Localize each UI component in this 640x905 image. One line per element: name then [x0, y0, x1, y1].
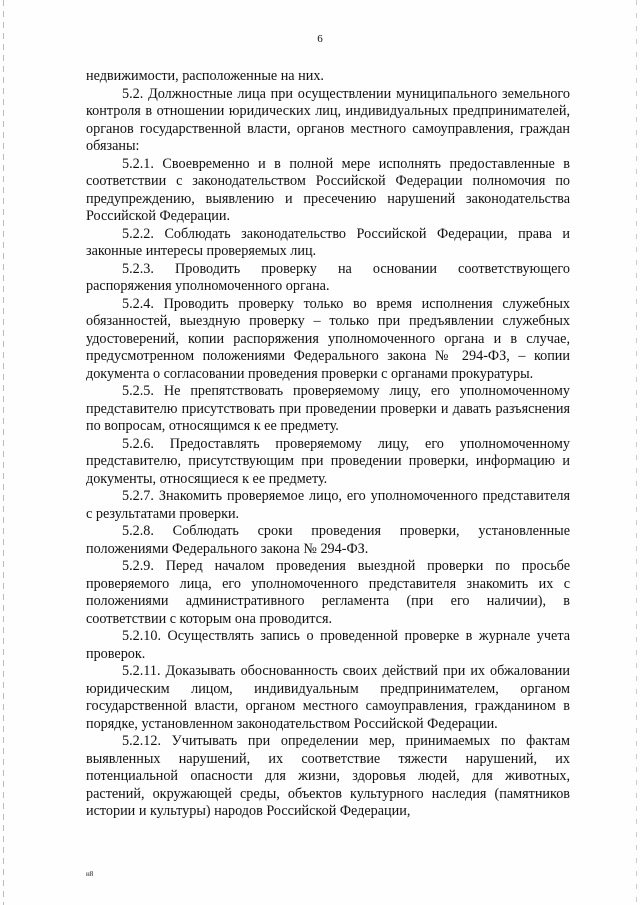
paragraph-5-2-6: 5.2.6. Предоставлять проверяемому лицу, его уполномоченному представителю, присутствующим при проведении проверки, информацию и документы, относящиеся к ее предмету.	[86, 435, 570, 487]
paragraph-5-2-11: 5.2.11. Доказывать обоснованность своих действий при их обжаловании юридическим лицом, индивидуальным предпринимателем, органом государственной власти, органом местного самоуправления, гражданином в порядке, установленном законодательством Российской Федерации.	[86, 663, 570, 732]
scan-edge-left	[3, 0, 4, 905]
paragraph-5-2-1: 5.2.1. Своевременно и в полной мере исполнять предоставленные в соответствии с законодательством Российской Федерации полномочия по предупреждению, выявлению и пресечению нарушений законодательства Российской Федерации.	[86, 155, 570, 224]
document-body	[86, 68, 570, 821]
paragraph-continuation: недвижимости, расположенные на них.	[86, 68, 324, 84]
paragraph-5-2-3: 5.2.3. Проводить проверку на основании соответствующего распоряжения уполномоченного органа.	[86, 260, 570, 294]
paragraph-5-2-2: 5.2.2. Соблюдать законодательство Российской Федерации, права и законные интересы проверяемых лиц.	[86, 225, 570, 259]
paragraph-5-2: 5.2. Должностные лица при осуществлении муниципального земельного контроля в отношении юридических лиц, индивидуальных предпринимателей, органов государственной власти, органов местного самоуправления, граждан обязаны:	[86, 85, 570, 154]
paragraph-5-2-9: 5.2.9. Перед началом проведения выездной проверки по просьбе проверяемого лица, его уполномоченного представителя знакомить их с положениями административного регламента (при его наличии), в соответствии с которым она проводится.	[86, 558, 570, 627]
paragraph-5-2-12: 5.2.12. Учитывать при определении мер, принимаемых по фактам выявленных нарушений, их соответствие тяжести нарушений, их потенциальной опасности для жизни, здоровья людей, для животных, растений, окружающей среды, объектов культурного наследия (памятников истории и культуры) народов Российской Федерации,	[86, 733, 570, 819]
paragraph-5-2-4: 5.2.4. Проводить проверку только во время исполнения служебных обязанностей, выездную проверку – только при предъявлении служебных удостоверений, копии распоряжения уполномоченного органа и в случае, предусмотренном положениями Федерального закона № 294-ФЗ, – копии документа о согласовании проведения проверки с органами прокуратуры.	[86, 295, 570, 382]
footer-code: н8	[86, 870, 94, 878]
page-number: 6	[317, 33, 323, 45]
paragraph-5-2-8: 5.2.8. Соблюдать сроки проведения проверки, установленные положениями Федерального закона № 294-ФЗ.	[86, 523, 570, 557]
paragraph-5-2-10: 5.2.10. Осуществлять запись о проведенной проверке в журнале учета проверок.	[86, 628, 570, 662]
paragraph-5-2-5: 5.2.5. Не препятствовать проверяемому лицу, его уполномоченному представителю присутствовать при проведении проверки и давать разъяснения по вопросам, относящимся к ее предмету.	[86, 383, 570, 434]
scan-edge-right	[636, 0, 637, 905]
paragraph-5-2-7: 5.2.7. Знакомить проверяемое лицо, его уполномоченного представителя с результатами проверки.	[86, 488, 570, 522]
